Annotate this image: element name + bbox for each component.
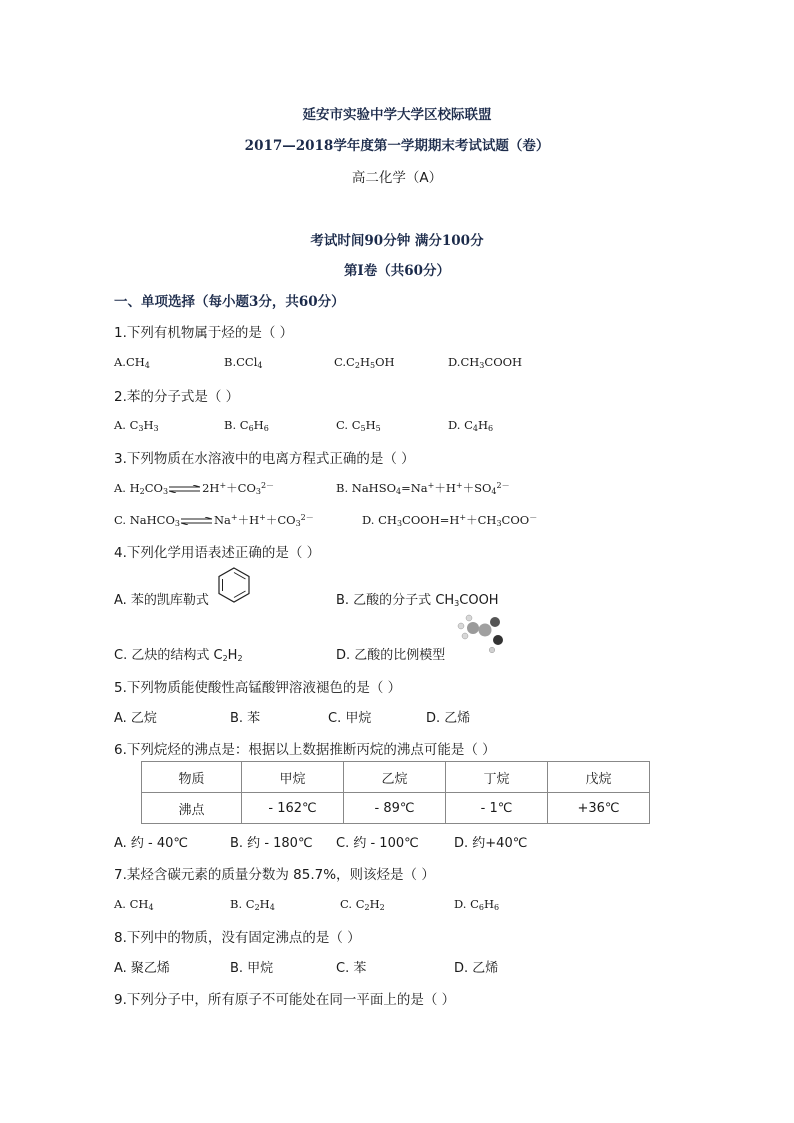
q7-option-d: D. $C_6H_6$ (454, 897, 500, 912)
time-score: 考试时间90分钟 满分100分 (310, 233, 484, 249)
q1-option-c: $C.C_2H_5OH$ (334, 355, 395, 370)
q1-option-a: $A.CH_4$ (114, 355, 150, 370)
table-header-row (142, 762, 650, 793)
q7-option-b: B. $C_2H_4$ (230, 897, 275, 912)
q5-option-a: A. 乙烷 (114, 711, 157, 726)
table-header-cell: 丁烷 (446, 762, 548, 793)
question-1-stem: 1.下列有机物属于烃的是（ ） (114, 325, 294, 341)
q3-option-d: D. $CH_3COOH=H^++CH_3COO^-$ (362, 513, 538, 528)
table-cell: - 162℃ (242, 793, 344, 824)
question-4-stem: 4.下列化学用语表述正确的是（ ） (114, 545, 321, 561)
q2-option-a: A. $C_3H_3$ (114, 418, 159, 433)
question-8-stem: 8.下列中的物质，没有固定沸点的是（ ） (114, 930, 361, 946)
table-cell: +36℃ (548, 793, 650, 824)
table-header-cell: 甲烷 (242, 762, 344, 793)
q2-option-c: C. $C_5H_5$ (336, 418, 381, 433)
table-header-cell: 戊烷 (548, 762, 650, 793)
q6-option-b: B. 约 - 180℃ (230, 836, 313, 851)
part-title: 第Ⅰ卷（共60分） (343, 263, 451, 279)
q2-option-d: D. $C_4H_6$ (448, 418, 494, 433)
q1-option-b: B.CCl$_4$ (224, 355, 263, 370)
q5-option-b: B. 苯 (230, 711, 261, 726)
question-9-stem: 9.下列分子中，所有原子不可能处在同一平面上的是（ ） (114, 992, 456, 1008)
equilibrium-arrow-icon (169, 485, 201, 493)
question-5-stem: 5.下列物质能使酸性高锰酸钾溶液褪色的是（ ） (114, 680, 402, 696)
benzene-kekule-icon (216, 566, 252, 604)
q8-option-d: D. 乙烯 (454, 961, 499, 976)
question-6-stem: 6.下列烷烃的沸点是：根据以上数据推断丙烷的沸点可能是（ ） (114, 742, 496, 758)
q3-option-a: A. $H_2CO_3$ $2H^++CO_3^{2-}$ (114, 481, 275, 496)
question-2-stem: 2.苯的分子式是（ ） (114, 389, 240, 405)
school-title: 延安市实验中学大学区校际联盟 (302, 107, 492, 123)
table-header-cell: 物质 (142, 762, 242, 793)
q6-option-c: C. 约 - 100℃ (336, 836, 419, 851)
q4-option-c: C. 乙炔的结构式 $C_2H_2$ (114, 648, 243, 663)
q3-option-b: B. $NaHSO_4=Na^++H^++SO_4^{2-}$ (336, 481, 510, 496)
q2-option-b: B. $C_6H_6$ (224, 418, 269, 433)
q3-option-c: C. NaHCO$_3$ $Na^++H^++CO_3^{2-}$ (114, 513, 314, 528)
q7-option-a: A. $CH_4$ (114, 897, 154, 912)
q7-option-c: C. $C_2H_2$ (340, 897, 385, 912)
q8-option-b: B. 甲烷 (230, 961, 274, 976)
equilibrium-arrow-icon (181, 517, 213, 525)
table-cell: - 1℃ (446, 793, 548, 824)
acetic-acid-model-icon (455, 612, 507, 658)
section-heading: 一、单项选择（每小题3分，共60分） (114, 294, 345, 310)
q8-option-a: A. 聚乙烯 (114, 961, 170, 976)
subject-title: 高二化学（A） (351, 170, 443, 186)
q4-option-b: B. 乙酸的分子式 $CH_3COOH$ (336, 593, 499, 608)
q5-option-c: C. 甲烷 (328, 711, 372, 726)
exam-title: 2017—2018学年度第一学期期末考试试题（卷） (244, 138, 550, 154)
boiling-point-table (141, 761, 650, 824)
table-row (142, 793, 650, 824)
table-cell: 沸点 (142, 793, 242, 824)
q6-option-a: A. 约 - 40℃ (114, 836, 189, 851)
q4-option-d: D. 乙酸的比例模型 (336, 648, 446, 663)
question-7-stem: 7.某烃含碳元素的质量分数为 85.7%，则该烃是（ ） (114, 867, 435, 883)
table-header-cell: 乙烷 (344, 762, 446, 793)
table-cell: - 89℃ (344, 793, 446, 824)
q8-option-c: C. 苯 (336, 961, 367, 976)
q4-option-a: A. 苯的凯库勒式 (114, 593, 209, 608)
question-3-stem: 3.下列物质在水溶液中的电离方程式正确的是（ ） (114, 451, 415, 467)
q5-option-d: D. 乙烯 (426, 711, 471, 726)
q1-option-d: $D.CH_3COOH$ (448, 355, 523, 370)
q6-option-d: D. 约+40℃ (454, 836, 528, 851)
